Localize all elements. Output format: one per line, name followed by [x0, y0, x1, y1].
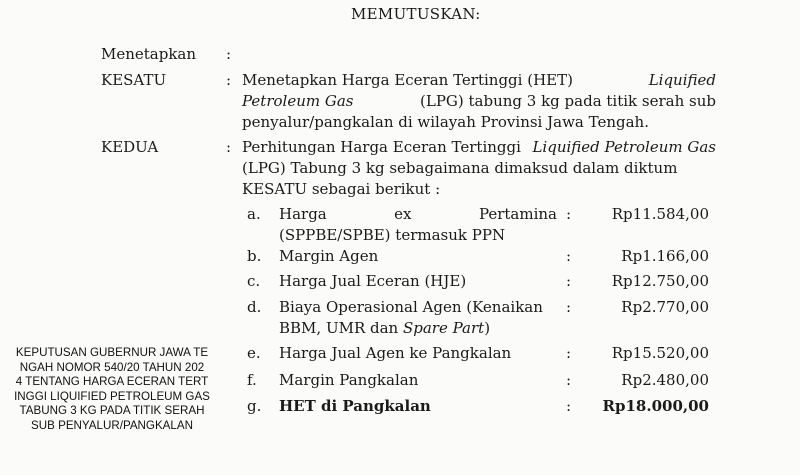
item-g-value: Rp18.000,00 [602, 397, 709, 415]
caption-line-2: NGAH NOMOR 540/20 TAHUN 202 [19, 360, 205, 374]
caption-line-4: INGGI LIQUIFIED PETROLEUM GAS [14, 389, 210, 403]
item-c-value: Rp12.750,00 [611, 272, 709, 290]
document-heading: MEMUTUSKAN: [351, 5, 481, 23]
item-a-word-3: Pertamina [478, 205, 557, 223]
item-d-colon: : [566, 298, 572, 316]
kesatu-line-2 [242, 91, 716, 112]
item-c-text: Harga Jual Eceran (HJE) [279, 272, 467, 290]
kesatu-line-1 [242, 70, 716, 91]
item-d-text [279, 297, 557, 339]
kedua-line-3: KESATU sebagai berikut : [242, 180, 441, 198]
caption-line-3: 4 TENTANG HARGA ECERAN TERT [15, 375, 209, 389]
item-a-word-1: Harga [279, 205, 327, 223]
item-d-line-2a: BBM, UMR dan [279, 319, 403, 337]
item-d-letter: d. [247, 298, 262, 316]
kedua-text-1a: Perhitungan Harga Eceran Tertinggi [242, 138, 521, 156]
item-a-letter: a. [247, 205, 261, 223]
item-b-letter: b. [247, 247, 262, 265]
kesatu-line-3: penyalur/pangkalan di wilayah Provinsi Jawa Tengah. [242, 113, 649, 131]
kesatu-text-1a: Menetapkan Harga Eceran Tertinggi (HET) [242, 71, 573, 89]
item-f-value: Rp2.480,00 [621, 371, 709, 389]
kesatu-text-1b: Liquified [648, 71, 716, 89]
kedua-text-1b: Liquified Petroleum Gas [532, 138, 716, 156]
item-g-colon: : [566, 397, 572, 415]
kedua-line-1 [242, 137, 716, 158]
colon-kesatu: : [226, 71, 232, 89]
colon-menetapkan: : [226, 45, 232, 63]
paragraph-kesatu [242, 70, 716, 133]
item-e-colon: : [566, 344, 572, 362]
item-c-letter: c. [247, 272, 261, 290]
item-b-text: Margin Agen [279, 247, 379, 265]
colon-kedua: : [226, 138, 232, 156]
item-g-letter: g. [247, 397, 262, 415]
image-caption [8, 346, 216, 434]
item-b-value: Rp1.166,00 [621, 247, 709, 265]
item-a-line-2: (SPPBE/SPBE) termasuk PPN [279, 226, 506, 244]
item-a-line-1 [279, 204, 557, 225]
item-d-value: Rp2.770,00 [621, 298, 709, 316]
label-kedua: KEDUA [101, 138, 159, 156]
item-a-word-2: ex [394, 205, 412, 223]
item-c-colon: : [566, 272, 572, 290]
caption-line-5: TABUNG 3 KG PADA TITIK SERAH [19, 404, 205, 418]
kesatu-text-2b: (LPG) tabung 3 kg pada titik serah sub [420, 92, 716, 110]
item-f-colon: : [566, 371, 572, 389]
item-f-letter: f. [247, 371, 257, 389]
label-kesatu: KESATU [101, 71, 167, 89]
caption-line-1: KEPUTUSAN GUBERNUR JAWA TE [15, 346, 209, 359]
kedua-line-2: (LPG) Tabung 3 kg sebagaimana dimaksud dalam diktum [242, 159, 678, 177]
item-e-value: Rp15.520,00 [611, 344, 709, 362]
item-a-text [279, 204, 557, 246]
item-e-text: Harga Jual Agen ke Pangkalan [279, 344, 512, 362]
item-g-text: HET di Pangkalan [279, 397, 431, 415]
caption-line-6: SUB PENYALUR/PANGKALAN [31, 418, 193, 432]
item-f-text: Margin Pangkalan [279, 371, 419, 389]
item-d-line-2b: Spare Part [402, 319, 485, 337]
item-a-colon: : [566, 205, 572, 223]
item-e-letter: e. [247, 344, 261, 362]
label-menetapkan: Menetapkan [101, 45, 197, 63]
item-d-line-2 [279, 318, 557, 339]
paragraph-kedua [242, 137, 716, 200]
kesatu-text-2a: Petroleum Gas [242, 92, 354, 110]
item-d-line-1: Biaya Operasional Agen (Kenaikan [279, 298, 543, 316]
item-d-line-2c: ) [484, 319, 491, 337]
item-b-colon: : [566, 247, 572, 265]
item-a-value: Rp11.584,00 [611, 205, 709, 223]
